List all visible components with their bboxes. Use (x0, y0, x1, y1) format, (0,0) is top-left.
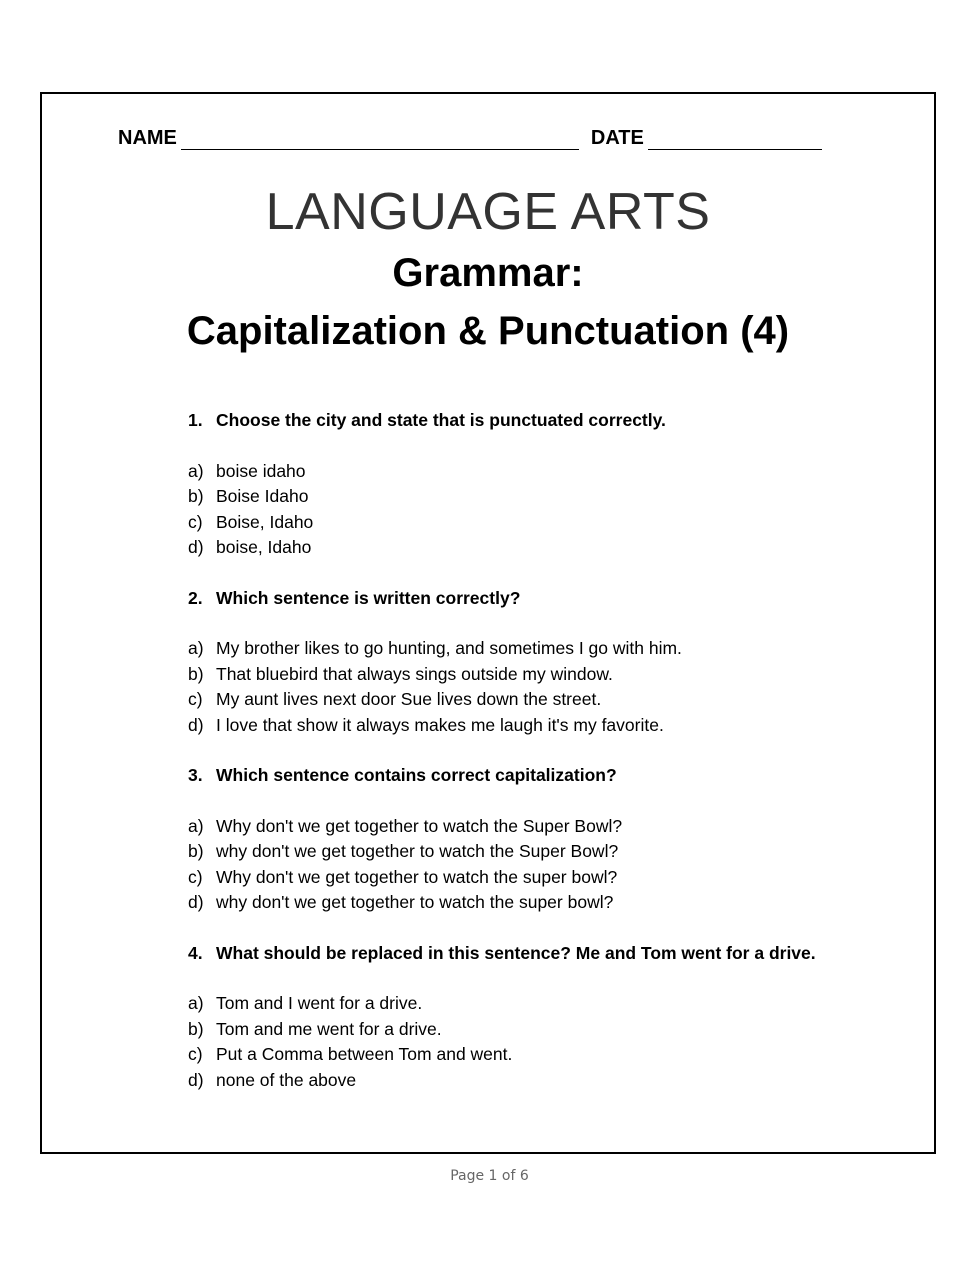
topic-title-line1: Grammar: (392, 251, 584, 295)
answer-option[interactable] (188, 1068, 848, 1094)
option-text: Why don't we get together to watch the super bowl? (216, 866, 618, 887)
question-text: Which sentence contains correct capitalization? (216, 765, 617, 785)
option-letter: a) (188, 993, 204, 1013)
option-letter: a) (188, 460, 204, 481)
question-list (188, 408, 848, 1093)
option-text: My brother likes to go hunting, and sometimes I go with him. (216, 638, 682, 658)
question-1 (188, 408, 848, 561)
option-letter: b) (188, 663, 204, 684)
option-letter: c) (188, 866, 203, 887)
date-label: DATE (590, 127, 644, 149)
question-4 (188, 941, 848, 1094)
option-text: none of the above (216, 1069, 357, 1090)
question-text: Choose the city and state that is punctuated correctly. (216, 410, 666, 430)
option-text: why don't we get together to watch the super bowl? (216, 892, 614, 912)
option-letter: b) (188, 841, 204, 861)
name-blank[interactable] (181, 129, 579, 150)
answer-option[interactable] (188, 814, 848, 840)
option-text: Put a Comma between Tom and went. (216, 1044, 513, 1064)
option-text: I love that show it always makes me laugh it's my favorite. (216, 714, 664, 735)
option-letter: b) (188, 1018, 204, 1039)
option-text: Boise, Idaho (216, 511, 314, 532)
answer-option[interactable] (188, 991, 848, 1017)
answer-option[interactable] (188, 636, 848, 662)
option-text: My aunt lives next door Sue lives down the street. (216, 689, 602, 709)
answer-option[interactable] (188, 510, 848, 536)
question-stem (188, 763, 848, 789)
option-letter: d) (188, 537, 204, 557)
option-text: That bluebird that always sings outside my window. (216, 663, 613, 684)
question-number: 3. (188, 765, 203, 785)
answer-option[interactable] (188, 687, 848, 713)
question-2 (188, 586, 848, 739)
option-letter: d) (188, 1069, 204, 1090)
header-row (118, 120, 848, 150)
option-text: Tom and me went for a drive. (216, 1018, 442, 1039)
question-number: 1. (188, 410, 203, 430)
answer-option[interactable] (188, 713, 848, 739)
answer-option[interactable] (188, 1042, 848, 1068)
answer-option[interactable] (188, 865, 848, 891)
question-3 (188, 763, 848, 916)
question-text: Which sentence is written correctly? (216, 587, 521, 608)
name-label: NAME (118, 127, 177, 149)
option-text: why don't we get together to watch the Super Bowl? (216, 841, 619, 861)
option-letter: c) (188, 511, 203, 532)
answer-option[interactable] (188, 662, 848, 688)
option-text: boise, Idaho (216, 537, 312, 557)
option-letter: a) (188, 638, 204, 658)
question-number: 4. (188, 942, 203, 963)
answer-option[interactable] (188, 839, 848, 865)
answer-option[interactable] (188, 484, 848, 510)
date-blank[interactable] (648, 129, 822, 150)
page-number: Page 1 of 6 (450, 1168, 529, 1184)
option-letter: c) (188, 1044, 203, 1064)
worksheet-frame (40, 92, 936, 1154)
question-stem (188, 941, 848, 967)
subject-title: LANGUAGE ARTS (265, 183, 711, 241)
option-letter: c) (188, 689, 203, 709)
option-letter: d) (188, 892, 204, 912)
option-text: Boise Idaho (216, 486, 309, 506)
question-number: 2. (188, 587, 203, 608)
option-text: Why don't we get together to watch the Super Bowl? (216, 815, 623, 836)
option-letter: a) (188, 815, 204, 836)
question-text: What should be replaced in this sentence? Me and Tom went for a drive. (216, 942, 816, 963)
question-stem (188, 586, 848, 612)
question-stem (188, 408, 848, 434)
topic-title-line2: Capitalization & Punctuation (4) (186, 309, 790, 353)
answer-option[interactable] (188, 459, 848, 485)
answer-option[interactable] (188, 535, 848, 561)
option-text: Tom and I went for a drive. (216, 993, 423, 1013)
option-text: boise idaho (216, 460, 306, 481)
answer-option[interactable] (188, 1017, 848, 1043)
answer-option[interactable] (188, 890, 848, 916)
option-letter: b) (188, 486, 204, 506)
option-letter: d) (188, 714, 204, 735)
